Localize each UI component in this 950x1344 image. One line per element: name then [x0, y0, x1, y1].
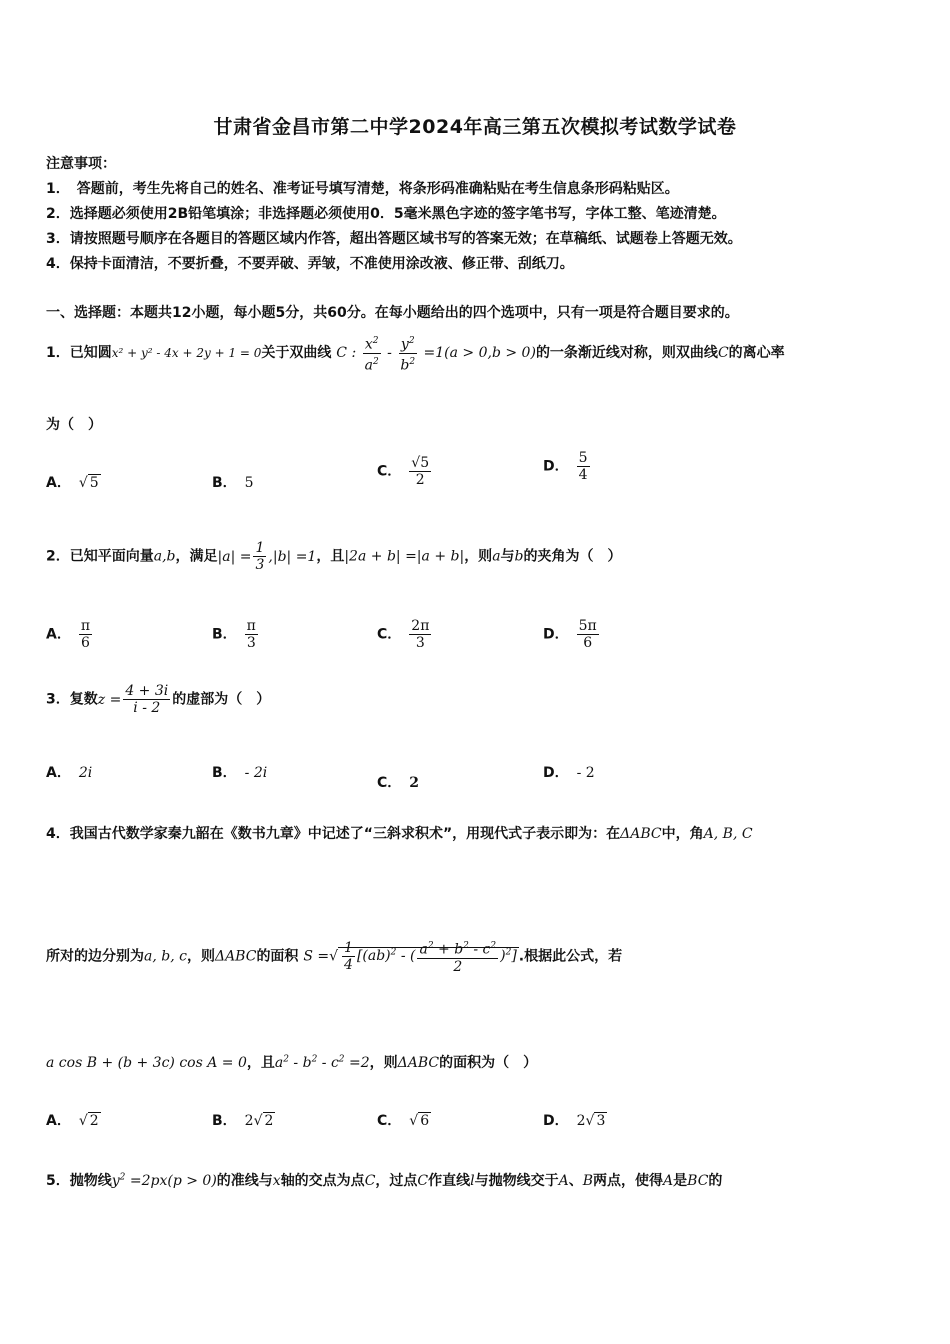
option-a[interactable]: A． $\frac{\pi}{6}$ [46, 618, 91, 651]
option-c[interactable]: C． $\frac{√5}{2}$ [377, 455, 430, 488]
option-c[interactable]: C． √ 6 [377, 1113, 430, 1129]
notice-item: 3．请按照题号顺序在各题目的答题区域内作答，超出答题区域书写的答案无效；在草稿纸、试题卷上答题无效。 [46, 231, 742, 247]
option-d[interactable]: D． $\frac{5\pi}{6}$ [543, 618, 597, 651]
question-1-line: 1．已知圆x² + y² - 4x + 2y + 1 = 0关于双曲线 C : $\frac{x^2}{a^2}$ - $\frac{y^2}{b^2}$ =1(a > 0,b > 0)的一条渐近线对称，则双曲线C的离心率 [46, 333, 785, 373]
notice-item: 4．保持卡面清洁，不要折叠，不要弄破、弄皱，不准使用涂改液、修正带、刮纸刀。 [46, 256, 574, 272]
question-3-line: 3．复数z = $\frac{4 + 3i}{i - 2}$ 的虚部为（ ） [46, 683, 271, 716]
option-b[interactable]: B． 5 [212, 475, 254, 491]
option-c[interactable]: C． 2 [377, 775, 420, 791]
page-title: 甘肃省金昌市第二中学2024年高三第五次模拟考试数学试卷 [213, 116, 737, 138]
option-c[interactable]: C． $\frac{2\pi}{3}$ [377, 618, 430, 651]
option-a[interactable]: A． 2i [46, 765, 93, 781]
question-5-line: 5．抛物线$y^2 =2px(p > 0)$的准线与x轴的交点为点C，过点C作直线l与抛物线交于A、B两点，使得A是BC的 [46, 1172, 723, 1189]
hyperbola-equation: C : $\frac{x^2}{a^2}$ - $\frac{y^2}{b^2}$ =1(a > 0,b > 0) [336, 345, 536, 361]
notice-item: 2．选择题必须使用2B铅笔填涂；非选择题必须使用0．5毫米黑色字迹的签字笔书写，字体工整、笔迹清楚。 [46, 206, 726, 222]
option-b[interactable]: B． 2√ 2 [212, 1113, 274, 1129]
option-b[interactable]: B． $\frac{\pi}{3}$ [212, 618, 256, 651]
question-4-line: 4．我国古代数学家秦九韶在《数书九章》中记述了“三斜求积术”，用现代式子表示即为：在ΔABC中，角A, B, C [46, 826, 753, 842]
option-b[interactable]: B． - 2i [212, 765, 268, 781]
notice-item: 1． 答题前，考生先将自己的姓名、准考证号填写清楚，将条形码准确粘贴在考生信息条形码粘贴区。 [46, 181, 679, 197]
option-a[interactable]: A． √ 5 [46, 475, 99, 491]
option-d[interactable]: D． $\frac{5}{4}$ [543, 450, 588, 483]
section-heading: 一、选择题：本题共12小题，每小题5分，共60分。在每小题给出的四个选项中，只有一项是符合题目要求的。 [46, 305, 739, 321]
option-a[interactable]: A． √ 2 [46, 1113, 99, 1129]
question-1-line2: 为（ ） [46, 417, 102, 433]
notice-title: 注意事项： [46, 156, 116, 172]
question-4-line3: a cos B + (b + 3c) cos A = 0，且$a^2 - b^2 - c^2 =2$，则ΔABC的面积为（ ） [46, 1054, 538, 1071]
question-2-line: 2．已知平面向量a,b，满足|a| = $\frac{1}{3}$ ,|b| =1，且|2a + b| =|a + b|，则a与b的夹角为（ ） [46, 540, 622, 573]
option-d[interactable]: D． - 2 [543, 765, 595, 781]
option-d[interactable]: D． 2√ 3 [543, 1113, 606, 1129]
question-4-line2: 所对的边分别为a, b, c，则ΔABC的面积 S =√ $\frac{1}{4}$ [(ab)$^2$ - ( $\frac{a^2 + b^2 - c^2}{2}$ )$^2$] .根据此公式，若 [46, 939, 623, 975]
circle-equation: x² + y² - 4x + 2y + 1 = 0 [111, 346, 262, 361]
area-formula: S =√ $\frac{1}{4}$ [(ab)$^2$ - ( $\frac{a^2 + b^2 - c^2}{2}$ )$^2$] [303, 939, 517, 975]
